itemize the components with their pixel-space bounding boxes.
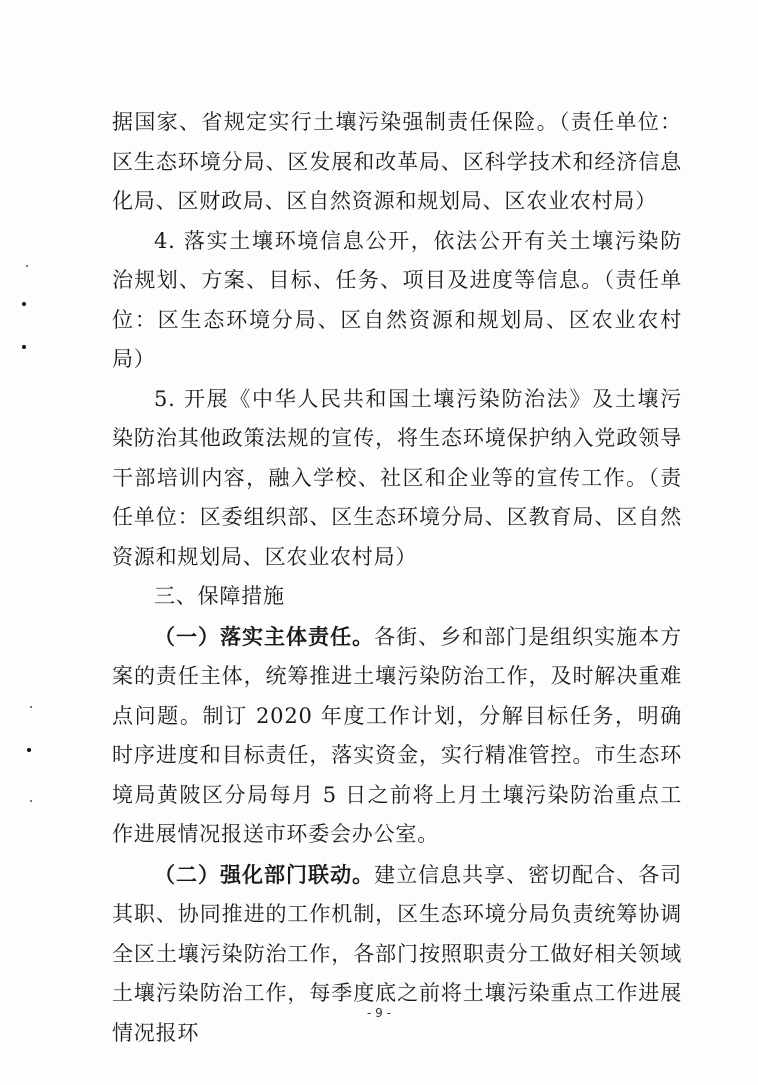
paragraph	[112, 380, 682, 578]
section-heading	[112, 577, 682, 617]
text-line: 生态环境分局、区发展和改革局、区科学技术和经济信息化局、	[112, 149, 682, 213]
text-line: 染防治工作，每季度底之前将土壤污染重点工作进展情况报环	[112, 981, 682, 1045]
subsection-heading: （二）强化部门联动。	[154, 861, 375, 887]
text-line: 治其他政策法规的宣传，将生态环境保护纳入党政领导干部培	[112, 426, 682, 490]
body-text	[112, 103, 682, 1053]
scan-mark	[30, 706, 32, 708]
paragraph	[112, 855, 682, 1054]
text-line: 的责任主体，统筹推进土壤污染防治工作，及时解决重难点问	[112, 664, 682, 728]
text-line: 生态环境分局、区自然资源和规划局、区农业农村局）	[112, 307, 682, 371]
text-line: 4. 落实土壤环境信息公开，依法公开有关土壤污染防治规	[112, 228, 682, 292]
text-line: 建立信息共享、密切配合、各司其	[112, 862, 683, 926]
text-line: 题。制订 2020 年度工作计划，分解目标任务，明确时序进度	[112, 703, 682, 767]
text-line: 训内容，融入学校、社区和企业等的宣传工作。（责任单位：	[112, 465, 682, 529]
text-line: 土壤污染防治工作，各部门按照职责分工做好相关领域土壤污	[112, 941, 682, 1005]
paragraph	[112, 617, 682, 855]
scan-mark	[26, 265, 28, 267]
text-line: 三、保障措施	[154, 584, 285, 608]
text-line: 划、方案、目标、任务、项目及进度等信息。（责任单位：区	[112, 268, 682, 332]
text-line: 职、协同推进的工作机制，区生态环境分局负责统筹协调全区	[112, 902, 682, 966]
scan-mark	[30, 800, 32, 802]
text-line: 据国家、省规定实行土壤污染强制责任保险。（责任单位：区	[112, 110, 682, 174]
scan-mark	[27, 748, 31, 752]
text-line: 5. 开展《中华人民共和国土壤污染防治法》及土壤污染防	[112, 386, 682, 450]
text-line: 区委组织部、区生态环境分局、区教育局、区自然资源和规划	[112, 505, 682, 569]
paragraph	[112, 222, 682, 380]
page-number: - 9 -	[367, 1006, 391, 1020]
scan-mark	[22, 302, 26, 306]
text-line: 区财政局、区自然资源和规划局、区农业农村局）	[177, 189, 658, 213]
subsection-heading: （一）落实主体责任。	[154, 623, 375, 649]
scan-mark	[22, 345, 26, 349]
text-line: 分局每月 5 日之前将上月土壤污染防治重点工作进展情况报	[112, 782, 683, 846]
text-line: 送市环委会办公室。	[242, 822, 440, 846]
paragraph	[112, 103, 682, 222]
text-line: 局、区农业农村局）	[221, 544, 418, 569]
text-line: 各街、乡和部门是组织实施本方案	[112, 624, 683, 688]
text-line: 和目标责任，落实资金，实行精准管控。市生态环境局黄陂区	[112, 743, 682, 807]
